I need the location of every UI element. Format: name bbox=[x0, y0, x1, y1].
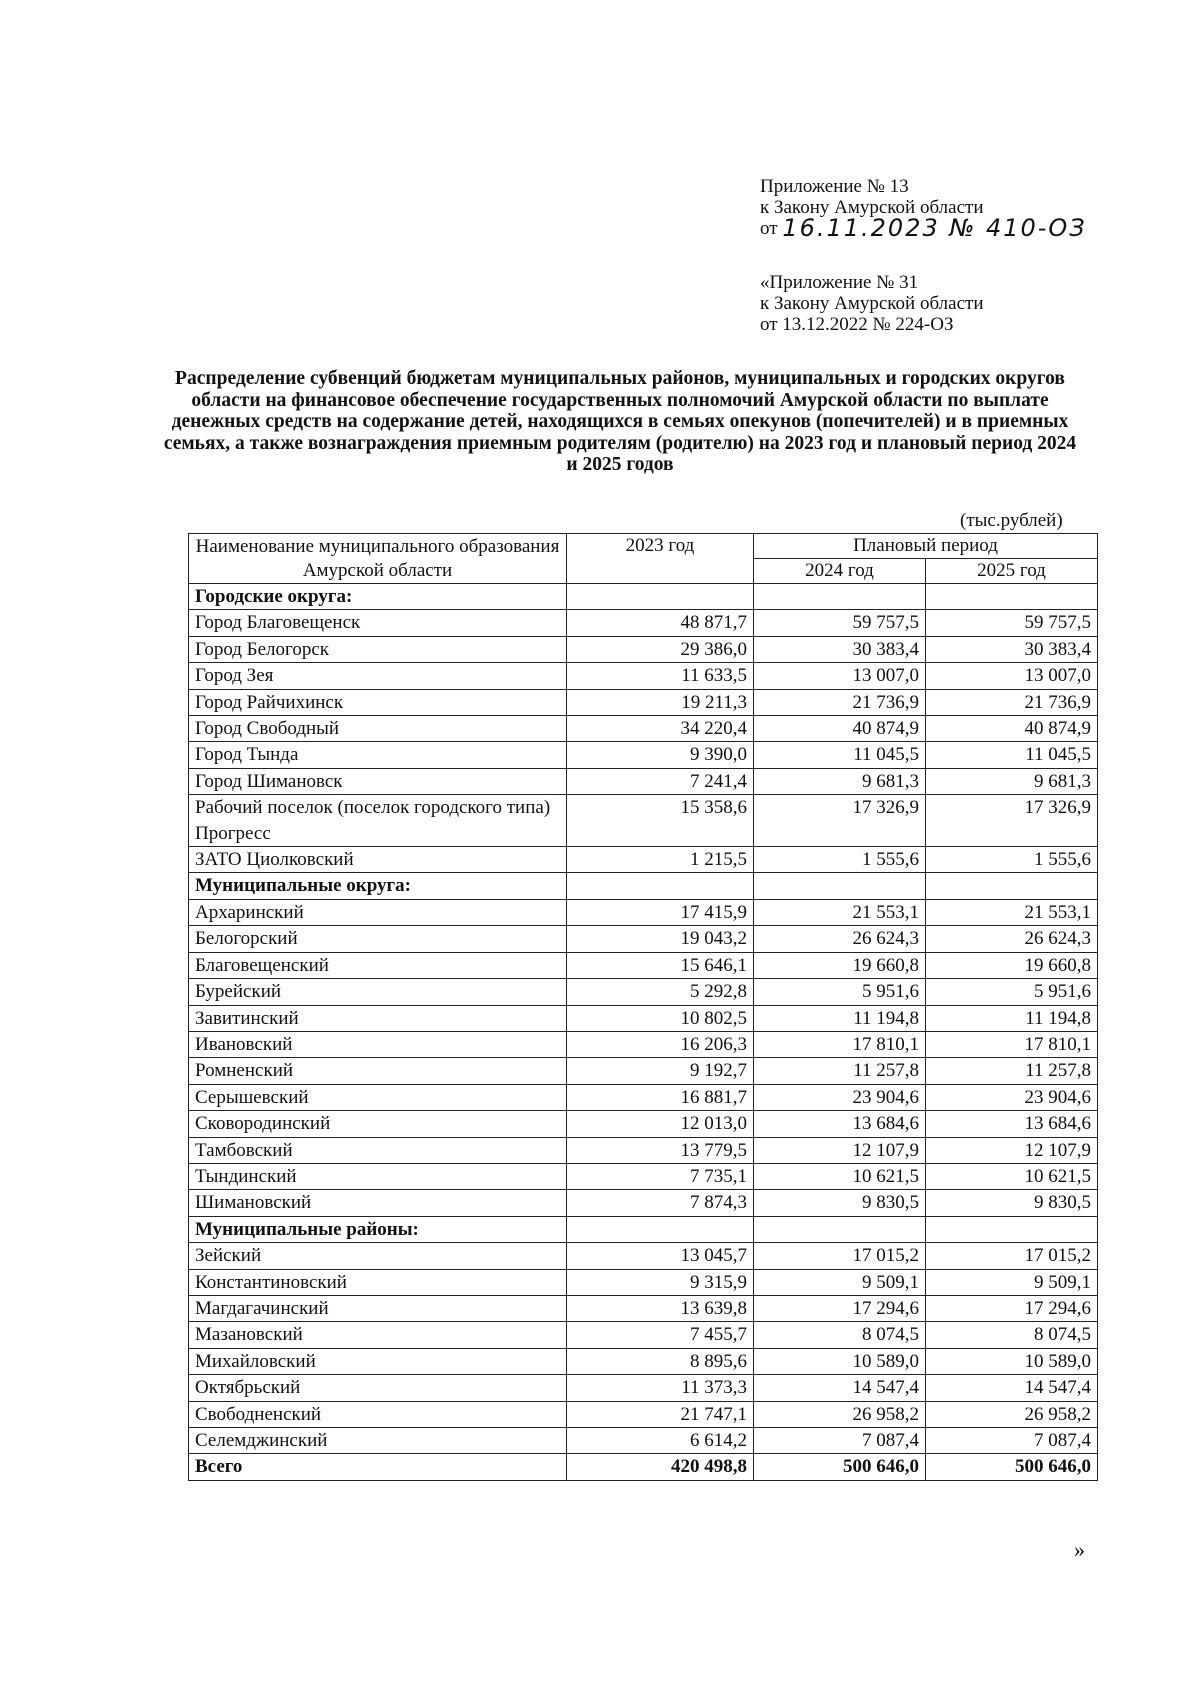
table-row bbox=[189, 1322, 1098, 1348]
municipality-name: Шимановский bbox=[189, 1190, 567, 1216]
value-2023: 8 895,6 bbox=[567, 1348, 754, 1374]
group-label: Муниципальные районы: bbox=[189, 1216, 567, 1242]
value-2023: 7 455,7 bbox=[567, 1322, 754, 1348]
value-2023: 34 220,4 bbox=[567, 716, 754, 742]
total-row bbox=[189, 1454, 1098, 1480]
value-2024: 11 194,8 bbox=[754, 1005, 926, 1031]
empty-cell bbox=[926, 1216, 1098, 1242]
value-2023: 10 802,5 bbox=[567, 1005, 754, 1031]
quoted-appendix-number: «Приложение № 31 bbox=[760, 272, 919, 293]
municipality-name: Тамбовский bbox=[189, 1137, 567, 1163]
value-2023: 16 206,3 bbox=[567, 1031, 754, 1057]
value-2025: 40 874,9 bbox=[926, 716, 1098, 742]
value-2024: 17 810,1 bbox=[754, 1031, 926, 1057]
municipality-name: Завитинский bbox=[189, 1005, 567, 1031]
total-2023: 420 498,8 bbox=[567, 1454, 754, 1480]
table-row bbox=[189, 1084, 1098, 1110]
municipality-name: Город Райчихинск bbox=[189, 689, 567, 715]
value-2023: 13 045,7 bbox=[567, 1243, 754, 1269]
value-2025: 17 015,2 bbox=[926, 1243, 1098, 1269]
value-2023: 15 646,1 bbox=[567, 952, 754, 978]
value-2025: 1 555,6 bbox=[926, 847, 1098, 873]
appendix-number: Приложение № 13 bbox=[760, 176, 909, 197]
column-header-2023: 2023 год bbox=[567, 534, 754, 584]
value-2023: 16 881,7 bbox=[567, 1084, 754, 1110]
value-2024: 30 383,4 bbox=[754, 636, 926, 662]
value-2023: 19 043,2 bbox=[567, 926, 754, 952]
table-row bbox=[189, 1163, 1098, 1189]
municipality-name: Михайловский bbox=[189, 1348, 567, 1374]
value-2025: 59 757,5 bbox=[926, 610, 1098, 636]
value-2025: 11 045,5 bbox=[926, 742, 1098, 768]
value-2025: 26 958,2 bbox=[926, 1401, 1098, 1427]
value-2025: 30 383,4 bbox=[926, 636, 1098, 662]
empty-cell bbox=[926, 584, 1098, 610]
total-2025: 500 646,0 bbox=[926, 1454, 1098, 1480]
value-2024: 59 757,5 bbox=[754, 610, 926, 636]
value-2023: 9 315,9 bbox=[567, 1269, 754, 1295]
table-row bbox=[189, 1031, 1098, 1057]
value-2024: 26 624,3 bbox=[754, 926, 926, 952]
municipality-name: Селемджинский bbox=[189, 1428, 567, 1454]
value-2025: 9 830,5 bbox=[926, 1190, 1098, 1216]
table-row bbox=[189, 716, 1098, 742]
value-2025: 9 681,3 bbox=[926, 768, 1098, 794]
group-label: Городские округа: bbox=[189, 584, 567, 610]
value-2024: 13 007,0 bbox=[754, 663, 926, 689]
value-2023: 13 639,8 bbox=[567, 1295, 754, 1321]
table-row bbox=[189, 1005, 1098, 1031]
column-header-name: Наименование муниципального образования Амурской области bbox=[189, 534, 567, 584]
table-row bbox=[189, 847, 1098, 873]
value-2025: 7 087,4 bbox=[926, 1428, 1098, 1454]
value-2024: 40 874,9 bbox=[754, 716, 926, 742]
value-2025: 12 107,9 bbox=[926, 1137, 1098, 1163]
value-2025: 13 684,6 bbox=[926, 1111, 1098, 1137]
value-2023: 7 241,4 bbox=[567, 768, 754, 794]
table-row bbox=[189, 689, 1098, 715]
table-row bbox=[189, 1243, 1098, 1269]
empty-cell bbox=[926, 873, 1098, 899]
value-2025: 17 326,9 bbox=[926, 795, 1098, 847]
value-2024: 10 589,0 bbox=[754, 1348, 926, 1374]
municipality-name: Бурейский bbox=[189, 979, 567, 1005]
handwritten-date: 16.11.2023 № 410-ОЗ bbox=[782, 214, 1087, 242]
value-2024: 1 555,6 bbox=[754, 847, 926, 873]
municipality-name: Зейский bbox=[189, 1243, 567, 1269]
value-2025: 8 074,5 bbox=[926, 1322, 1098, 1348]
municipality-name: Благовещенский bbox=[189, 952, 567, 978]
closing-quote: » bbox=[1074, 1537, 1085, 1562]
value-2024: 17 326,9 bbox=[754, 795, 926, 847]
date-prefix: от bbox=[760, 218, 778, 239]
value-2024: 7 087,4 bbox=[754, 1428, 926, 1454]
empty-cell bbox=[754, 584, 926, 610]
municipality-name: Магдагачинский bbox=[189, 1295, 567, 1321]
municipality-name: Город Благовещенск bbox=[189, 610, 567, 636]
table-row bbox=[189, 1190, 1098, 1216]
table-row bbox=[189, 610, 1098, 636]
value-2023: 7 735,1 bbox=[567, 1163, 754, 1189]
municipality-name: Рабочий поселок (поселок городского типа) Прогресс bbox=[189, 795, 567, 847]
column-header-2025: 2025 год bbox=[926, 559, 1098, 584]
value-2024: 8 074,5 bbox=[754, 1322, 926, 1348]
value-2024: 14 547,4 bbox=[754, 1375, 926, 1401]
value-2023: 19 211,3 bbox=[567, 689, 754, 715]
value-2023: 13 779,5 bbox=[567, 1137, 754, 1163]
table-row bbox=[189, 795, 1098, 847]
value-2023: 9 390,0 bbox=[567, 742, 754, 768]
value-2024: 17 015,2 bbox=[754, 1243, 926, 1269]
value-2024: 11 257,8 bbox=[754, 1058, 926, 1084]
value-2023: 6 614,2 bbox=[567, 1428, 754, 1454]
municipality-name: Город Свободный bbox=[189, 716, 567, 742]
total-2024: 500 646,0 bbox=[754, 1454, 926, 1480]
municipality-name: Ромненский bbox=[189, 1058, 567, 1084]
unit-label: (тыс.рублей) bbox=[960, 510, 1063, 531]
municipality-name: Серышевский bbox=[189, 1084, 567, 1110]
municipality-name: Архаринский bbox=[189, 899, 567, 925]
value-2025: 26 624,3 bbox=[926, 926, 1098, 952]
municipality-name: Сковородинский bbox=[189, 1111, 567, 1137]
value-2023: 11 373,3 bbox=[567, 1375, 754, 1401]
value-2023: 7 874,3 bbox=[567, 1190, 754, 1216]
table-row bbox=[189, 979, 1098, 1005]
table-row bbox=[189, 1375, 1098, 1401]
value-2025: 21 736,9 bbox=[926, 689, 1098, 715]
value-2025: 17 294,6 bbox=[926, 1295, 1098, 1321]
municipality-name: Тындинский bbox=[189, 1163, 567, 1189]
municipality-name: Ивановский bbox=[189, 1031, 567, 1057]
table-row bbox=[189, 663, 1098, 689]
quoted-law-reference: к Закону Амурской области bbox=[760, 293, 984, 314]
table-row bbox=[189, 1295, 1098, 1321]
empty-cell bbox=[754, 873, 926, 899]
municipality-name: Город Тында bbox=[189, 742, 567, 768]
table-row bbox=[189, 899, 1098, 925]
law-reference: к Закону Амурской области bbox=[760, 197, 984, 218]
value-2023: 29 386,0 bbox=[567, 636, 754, 662]
value-2024: 23 904,6 bbox=[754, 1084, 926, 1110]
value-2023: 1 215,5 bbox=[567, 847, 754, 873]
value-2024: 9 830,5 bbox=[754, 1190, 926, 1216]
column-header-2024: 2024 год bbox=[754, 559, 926, 584]
table-row bbox=[189, 1111, 1098, 1137]
value-2025: 10 621,5 bbox=[926, 1163, 1098, 1189]
value-2024: 13 684,6 bbox=[754, 1111, 926, 1137]
law-date-line bbox=[760, 214, 1087, 242]
quoted-appendix-header bbox=[760, 272, 984, 335]
municipality-name: Свободненский bbox=[189, 1401, 567, 1427]
value-2024: 10 621,5 bbox=[754, 1163, 926, 1189]
table-row bbox=[189, 952, 1098, 978]
empty-cell bbox=[567, 1216, 754, 1242]
value-2024: 11 045,5 bbox=[754, 742, 926, 768]
table-row bbox=[189, 742, 1098, 768]
group-row bbox=[189, 873, 1098, 899]
value-2024: 12 107,9 bbox=[754, 1137, 926, 1163]
value-2025: 11 257,8 bbox=[926, 1058, 1098, 1084]
document-title: Распределение субвенций бюджетам муниципальных районов, муниципальных и городских округов области на финансовое обеспечение государственных полномочий Амурской области по выплате денежных средств на содержание детей, находящихся в семьях опекунов (попечителей) и в приемных семьях, а также вознаграждения приемным родителям (родителю) на 2023 год и плановый период 2024 и 2025 годов bbox=[163, 368, 1077, 475]
group-label: Муниципальные округа: bbox=[189, 873, 567, 899]
table-row bbox=[189, 1428, 1098, 1454]
column-header-plan: Плановый период bbox=[754, 534, 1098, 559]
table-row bbox=[189, 768, 1098, 794]
value-2024: 9 509,1 bbox=[754, 1269, 926, 1295]
value-2024: 19 660,8 bbox=[754, 952, 926, 978]
empty-cell bbox=[567, 873, 754, 899]
municipality-name: Город Шимановск bbox=[189, 768, 567, 794]
value-2024: 17 294,6 bbox=[754, 1295, 926, 1321]
value-2024: 21 553,1 bbox=[754, 899, 926, 925]
total-label: Всего bbox=[189, 1454, 567, 1480]
table-row bbox=[189, 926, 1098, 952]
value-2023: 48 871,7 bbox=[567, 610, 754, 636]
table-row bbox=[189, 636, 1098, 662]
value-2025: 13 007,0 bbox=[926, 663, 1098, 689]
value-2025: 14 547,4 bbox=[926, 1375, 1098, 1401]
value-2024: 21 736,9 bbox=[754, 689, 926, 715]
value-2025: 21 553,1 bbox=[926, 899, 1098, 925]
municipality-name: Город Зея bbox=[189, 663, 567, 689]
table-row bbox=[189, 1137, 1098, 1163]
table-body bbox=[189, 584, 1098, 1481]
empty-cell bbox=[754, 1216, 926, 1242]
value-2024: 9 681,3 bbox=[754, 768, 926, 794]
group-row bbox=[189, 584, 1098, 610]
municipality-name: Мазановский bbox=[189, 1322, 567, 1348]
value-2025: 19 660,8 bbox=[926, 952, 1098, 978]
value-2023: 5 292,8 bbox=[567, 979, 754, 1005]
value-2025: 23 904,6 bbox=[926, 1084, 1098, 1110]
municipality-name: Город Белогорск bbox=[189, 636, 567, 662]
group-row bbox=[189, 1216, 1098, 1242]
municipality-name: ЗАТО Циолковский bbox=[189, 847, 567, 873]
value-2025: 17 810,1 bbox=[926, 1031, 1098, 1057]
municipality-name: Белогорский bbox=[189, 926, 567, 952]
value-2024: 26 958,2 bbox=[754, 1401, 926, 1427]
municipality-name: Константиновский bbox=[189, 1269, 567, 1295]
table-row bbox=[189, 1058, 1098, 1084]
table-row bbox=[189, 1348, 1098, 1374]
municipality-name: Октябрьский bbox=[189, 1375, 567, 1401]
value-2025: 5 951,6 bbox=[926, 979, 1098, 1005]
value-2023: 12 013,0 bbox=[567, 1111, 754, 1137]
value-2023: 17 415,9 bbox=[567, 899, 754, 925]
table-row bbox=[189, 1401, 1098, 1427]
value-2023: 11 633,5 bbox=[567, 663, 754, 689]
value-2025: 11 194,8 bbox=[926, 1005, 1098, 1031]
value-2023: 9 192,7 bbox=[567, 1058, 754, 1084]
value-2023: 21 747,1 bbox=[567, 1401, 754, 1427]
empty-cell bbox=[567, 584, 754, 610]
table-row bbox=[189, 1269, 1098, 1295]
value-2023: 15 358,6 bbox=[567, 795, 754, 847]
subvention-table bbox=[188, 533, 1098, 1481]
quoted-law-date: от 13.12.2022 № 224-ОЗ bbox=[760, 314, 954, 335]
value-2024: 5 951,6 bbox=[754, 979, 926, 1005]
value-2025: 9 509,1 bbox=[926, 1269, 1098, 1295]
value-2025: 10 589,0 bbox=[926, 1348, 1098, 1374]
appendix-header bbox=[760, 176, 1087, 242]
